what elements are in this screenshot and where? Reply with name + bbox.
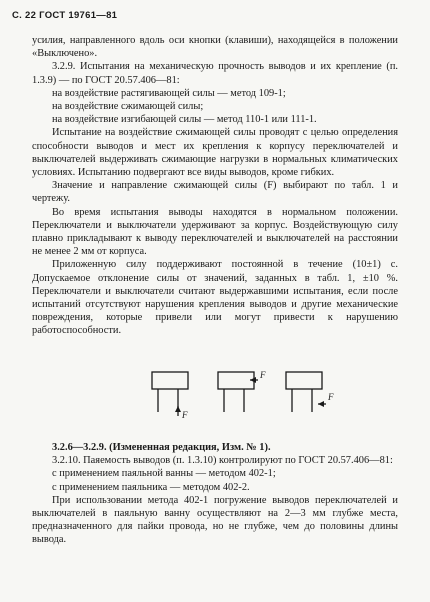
list-item: с применением паяльной ванны — методом 402-1; <box>52 468 276 480</box>
paragraph: 3.2.10. Паяемость выводов (п. 1.3.10) контролируют по ГОСТ 20.57.406—81: <box>52 455 393 467</box>
page-header: С. 22 ГОСТ 19761—81 <box>12 10 118 21</box>
document-body-lower <box>32 441 398 547</box>
list-item: на воздействие изгибающей силы — метод 110-1 или 111-1. <box>52 114 317 126</box>
paragraph: 3.2.9. Испытания на механическую прочность выводов и их крепление (п. 1.3.9) — по ГОСТ 20.57.406—81: <box>32 61 398 86</box>
list-item: на воздействие растягивающей силы — метод 109-1; <box>52 87 286 99</box>
document-body <box>32 34 398 338</box>
paragraph: Испытание на воздействие сжимающей силы проводят с целью определения способности выводов и мест их крепления к корпусу переключателей и выключателей выдерживать сжимающие нагрузки в нормальных климатических условиях. Испытанию подвергают все виды выводов, кроме гибких. <box>32 127 398 179</box>
force-diagram <box>140 366 380 424</box>
paragraph: Во время испытания выводы находятся в нормальном положении. Переключатели и выключатели удерживают за корпус. Воздействующую силу плавно прикладывают к выводу переключателей и выключателей на расстоянии не менее 2 мм от корпуса. <box>32 206 398 258</box>
paragraph: При использовании метода 402-1 погружение выводов переключателей и выключателей в паяльную ванну осуществляют на 2—3 мм глубже места, предназначенного для пайки провода, но не глубже, чем до половины длины вывода. <box>32 494 398 546</box>
paragraph: усилия, направленного вдоль оси кнопки (клавиши), находящейся в положении «Выключено». <box>32 35 398 60</box>
list-item: на воздействие сжимающей силы; <box>52 101 204 113</box>
amendment-note: 3.2.6—3.2.9. (Измененная редакция, Изм. № 1). <box>52 442 271 453</box>
force-label: F <box>260 370 266 380</box>
list-item: с применением паяльника — методом 402-2. <box>52 481 250 493</box>
force-label: F <box>328 392 334 402</box>
paragraph: Приложенную силу поддерживают постоянной в течение (10±1) с. Допускаемое отклонение силы от значений, заданных в табл. 1, ±10 %. Переключатели и выключатели считают выдержавшими испытания, если после испытаний отсутствуют нарушения крепления выводов и другие механические повреждения, которые привели или могут привести к нарушению работоспособности. <box>32 259 398 337</box>
force-label: F <box>182 410 188 420</box>
paragraph: Значение и направление сжимающей силы (F) выбирают по табл. 1 и чертежу. <box>32 180 398 205</box>
